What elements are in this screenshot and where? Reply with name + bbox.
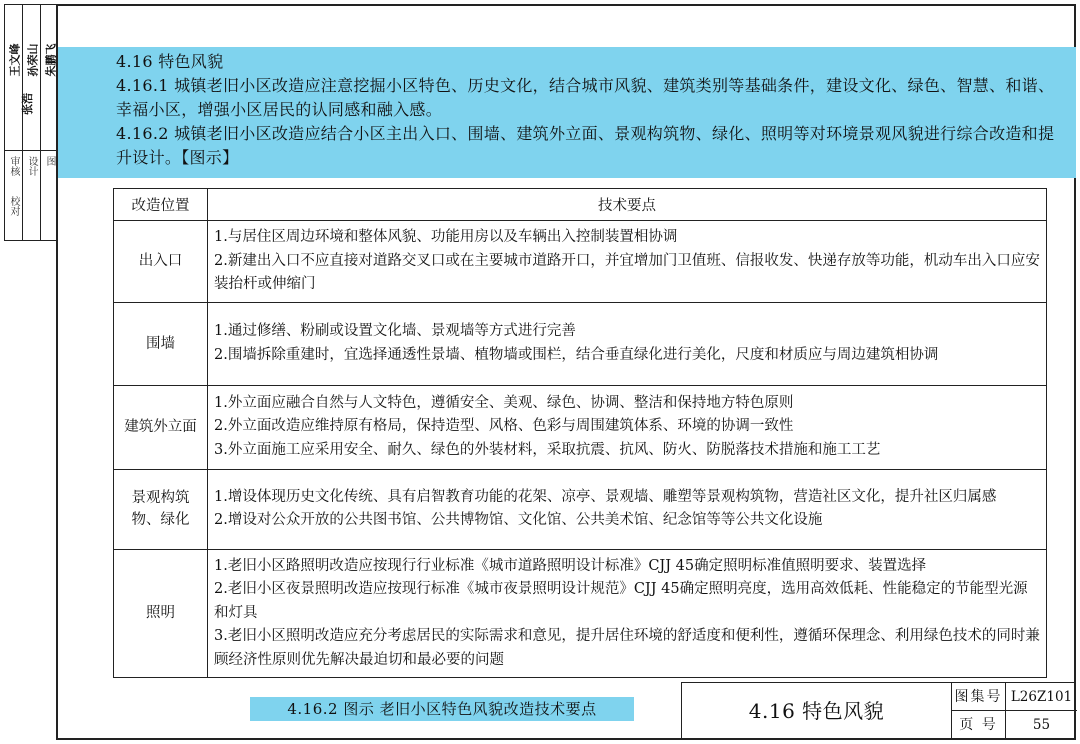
- page-number-value: 55: [1032, 717, 1051, 733]
- row-position: 照明: [114, 549, 208, 678]
- signature-3: 朱鹏飞: [44, 43, 58, 77]
- row-points: [208, 302, 1047, 385]
- clause-4-16-2: 4.16.2 城镇老旧小区改造应结合小区主出入口、围墙、建筑外立面、景观构筑物、绿化、照明等对环境景观风貌进行综合改造和提升设计。【图示】: [116, 124, 1055, 167]
- table-row: [114, 221, 1047, 303]
- point-item: 1.增设体现历史文化传统、具有启智教育功能的花架、凉亭、景观墙、雕塑等景观构筑物，营造社区文化，提升社区归属感: [214, 488, 997, 505]
- role-label-design: 设计: [26, 156, 37, 176]
- table-row: [114, 385, 1047, 469]
- table-row: [114, 469, 1047, 549]
- row-points: [208, 385, 1047, 469]
- point-item: 2.增设对公众开放的公共图书馆、公共博物馆、文化馆、公共美术馆、纪念馆等等公共文化设施: [214, 512, 823, 528]
- title-block: [681, 682, 1076, 740]
- point-item: 1.通过修缮、粉刷或设置文化墙、景观墙等方式进行完善: [214, 323, 576, 339]
- row-points: [208, 549, 1047, 678]
- page-number-label: 页 号: [952, 711, 1006, 739]
- row-position: 建筑外立面: [114, 385, 208, 469]
- point-item: 2.围墙拆除重建时，宜选择通透性景墙、植物墙或围栏，结合垂直绿化进行美化，尺度和材质应与周边建筑相协调: [214, 346, 939, 363]
- point-item: 3.老旧小区照明改造应充分考虑居民的实际需求和意见，提升居住环境的舒适度和便利性，遵循环保理念、利用绿色技术的同时兼顾经济性原则优先解决最迫切和最必要的问题: [214, 628, 1040, 668]
- table-row: [114, 549, 1047, 678]
- title-block-title: 4.16 特色风貌: [682, 683, 952, 739]
- signature-4: 张浩: [21, 93, 34, 115]
- clause-4-16-1: 4.16.1 城镇老旧小区改造应注意挖掘小区特色、历史文化，结合城市风貌、建筑类别等基础条件，建设文化、绿色、智慧、和谐、幸福小区，增强小区居民的认同感和融入感。: [116, 76, 1055, 119]
- point-item: 2.新建出入口不应直接对道路交叉口或在主要城市道路开口，并宜增加门卫值班、信报收发、快递存放等功能，机动车出入口应安装抬杆或伸缩门: [214, 252, 1040, 292]
- role-label-drawing: 图: [44, 156, 55, 166]
- point-item: 2.老旧小区夜景照明改造应按现行标准《城市夜景照明设计规范》CJJ 45确定照明亮度，选用高效低耗、性能稳定的节能型光源和灯具: [214, 581, 1028, 621]
- row-points: [208, 469, 1047, 549]
- row-position: 出入口: [114, 221, 208, 303]
- role-label-review: 审核: [8, 156, 19, 176]
- signature-2: 孙荣山: [26, 43, 40, 77]
- point-item: 1.老旧小区路照明改造应按现行行业标准《城市道路照明设计标准》CJJ 45确定照明标准值照明要求、装置选择: [214, 557, 927, 574]
- role-label-proof: 校对: [8, 196, 19, 216]
- figure-caption: 4.16.2 图示 老旧小区特色风貌改造技术要点: [250, 697, 634, 721]
- point-item: 1.与居住区周边环境和整体风貌、功能用房以及车辆出入控制装置相协调: [214, 229, 678, 245]
- table-row: [114, 302, 1047, 385]
- row-position: 景观构筑物、绿化: [114, 469, 208, 549]
- point-item: 1.外立面应融合自然与人文特色，遵循安全、美观、绿色、协调、整洁和保持地方特色原则: [214, 394, 794, 411]
- point-item: 3.外立面施工应采用安全、耐久、绿色的外装材料，采取抗震、抗风、防火、防脱落技术措施和施工工艺: [214, 441, 881, 458]
- section-header: [116, 50, 1061, 170]
- row-position: 围墙: [114, 302, 208, 385]
- atlas-number-label: 图集号: [952, 683, 1006, 711]
- row-points: [208, 221, 1047, 303]
- section-heading: 4.16 特色风貌: [116, 52, 224, 71]
- tech-points-table: [113, 188, 1047, 678]
- point-item: 2.外立面改造应维持原有格局，保持造型、风格、色彩与周围建筑体系、环境的协调一致性: [214, 418, 794, 435]
- table-header-row: [114, 189, 1047, 221]
- signature-1: 王文峰: [8, 43, 22, 77]
- column-header-points: 技术要点: [208, 189, 1047, 221]
- column-header-position: 改造位置: [114, 189, 208, 221]
- atlas-number-value: L26Z101: [1006, 683, 1077, 711]
